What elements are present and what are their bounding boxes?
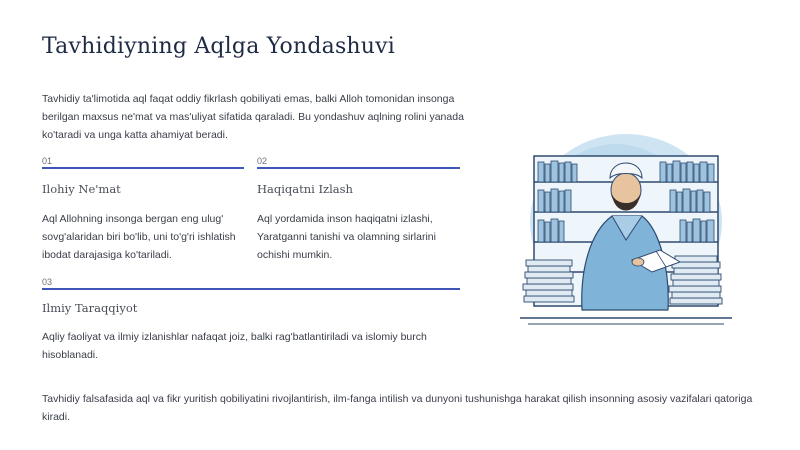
point-title: Ilmiy Taraqqiyot (42, 300, 138, 315)
point-card-1 (42, 156, 244, 264)
point-divider (42, 167, 244, 169)
point-text: Aql Allohning insonga bergan eng ulug' sovg'alaridan biri bo'lib, uni to'g'ri ishlatish ibodat darajasiga ko'tariladi. (42, 212, 236, 261)
scholar-illustration (520, 120, 732, 332)
slide-title: Tavhidiyning Aqlga Yondashuvi (42, 34, 396, 59)
point-title: Haqiqatni Izlash (257, 181, 353, 196)
point-divider (257, 167, 460, 169)
point-number: 01 (42, 156, 53, 166)
point-title: Ilohiy Ne'mat (42, 181, 121, 196)
point-text: Aql yordamida inson haqiqatni izlashi, Yaratganni tanishi va olamning sirlarini ochishi mumkin. (257, 212, 436, 261)
point-text: Aqliy faoliyat va ilmiy izlanishlar nafaqat joiz, balki rag'batlantiriladi va islomiy burch hisoblanadi. (42, 330, 427, 361)
point-number: 03 (42, 277, 53, 287)
point-card-3 (42, 277, 460, 364)
outro-paragraph: Tavhidiy falsafasida aql va fikr yuritish qobiliyatini rivojlantirish, ilm-fanga intilish va dunyoni tushunishga harakat qilish insonning asosiy vazifalari qatoriga kiradi. (42, 393, 753, 423)
point-number: 02 (257, 156, 268, 166)
point-card-2 (257, 156, 460, 264)
scholar-reading-icon (520, 120, 732, 332)
intro-paragraph: Tavhidiy ta'limotida aql faqat oddiy fikrlash qobiliyati emas, balki Alloh tomonidan insonga berilgan maxsus ne'mat va mas'uliyat sifatida qaraladi. Bu yondashuv aqlning rolini yanada ko'taradi va unga katta ahamiyat beradi. (42, 93, 464, 141)
point-divider (42, 288, 460, 290)
